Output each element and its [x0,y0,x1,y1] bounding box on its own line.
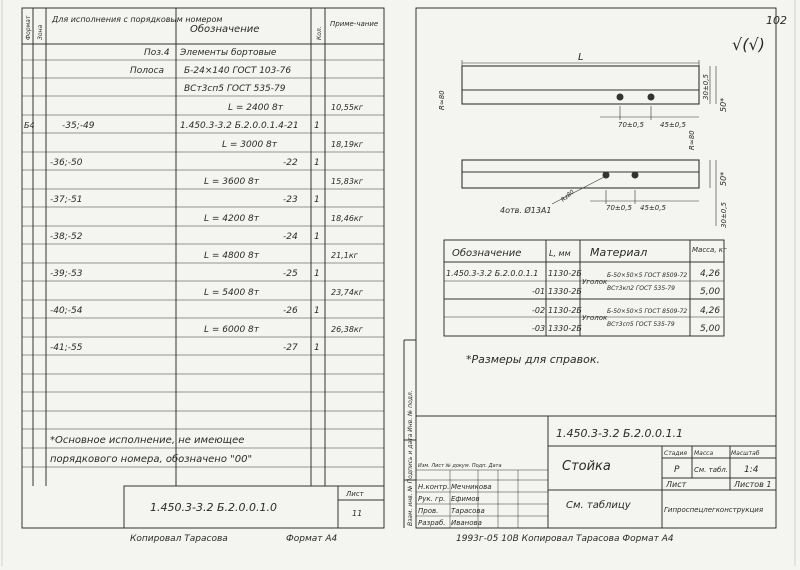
line-code: -24 [283,232,298,242]
line-code: -22 [283,158,298,168]
line-length: L = 4800 8т [204,251,260,261]
left-sheet-label: Лист [346,490,364,498]
table-hdr-material: Материал [590,246,648,259]
reference-note: *Размеры для справок. [466,353,601,366]
table-row-length: 1330-2Б [548,324,582,333]
line-variant: -36;-50 [50,158,83,168]
side-stamp: Взам. инв. № Подпись и дата Инв. № подл. [407,390,414,526]
hdr-format: Формат [25,15,32,40]
line-variant: -38;-52 [50,232,83,242]
strip-spec-2: ВСт3сп5 ГОСТ 535-79 [184,84,286,94]
chamfer-note: Rz80 [559,188,576,204]
row-qty: 1 [314,121,320,131]
line-variant: -41;-55 [50,343,83,353]
table-row-length: 1330-2Б [548,287,582,296]
line-code: -25 [283,269,298,279]
strip-spec-1: Б-24×140 ГОСТ 103-76 [184,66,292,76]
holes-note: 4отв. Ø13А1 [500,206,552,215]
dim-r-mid: R≈80 [688,130,696,150]
dim-L: L [578,52,584,63]
rt-mass: См. табл. [694,466,729,474]
line-mass: 26,38кг [331,325,363,334]
dim-45: 45±0,5 [660,121,686,129]
page-number: 102 [766,14,787,27]
staff-name: Тарасова [451,507,485,515]
strip-label: Полоса [130,66,164,76]
row-variant: -35;-49 [62,121,95,131]
dim-r-top: R≈80 [438,90,446,110]
dim-45b: 45±0,5 [640,204,666,212]
table-hdr-length: L, мм [549,249,571,258]
table-row-mass: 5,00 [700,324,721,334]
line-mass: 21,1кг [331,251,358,260]
line-length: L = 3000 8т [222,140,278,150]
section-pos: Поз.4 [144,48,170,58]
line-code: -26 [283,306,298,316]
material-label-2: Уголок [582,314,608,322]
table-row-designation: -03 [532,324,546,333]
table-row-mass: 4,26 [700,306,721,316]
dim-30b: 30±0,5 [720,202,728,228]
staff-name: Мечникова [451,483,492,491]
left-title-code: 1.450.3-3.2 Б.2.0.0.1.0 [150,501,277,514]
line-variant: -37;-51 [50,195,83,205]
hdr-note: Приме-чание [330,20,379,28]
first-mass: 10,55кг [331,103,363,112]
table-row-length: 1130-2Б [548,269,582,278]
table-row-designation: 1.450.3-3.2 Б.2.0.0.1.1 [446,269,539,278]
row-zone: Б4 [24,121,35,130]
table-hdr-mass: Масса, кг [692,246,727,254]
staff-role: Разраб. [418,519,446,527]
line-qty: 1 [314,158,320,168]
rt-scale: 1:4 [744,465,759,475]
rt-name: Стойка [562,459,611,474]
table-row-mass: 5,00 [700,287,721,297]
footnote-1: *Основное исполнение, не имеющее [50,435,245,446]
left-copied: Копировал Тарасова [130,534,228,544]
line-mass: 15,83кг [331,177,363,186]
dim-30: 30±0,5 [702,74,710,100]
line-qty: 1 [314,269,320,279]
line-length: L = 3600 8т [204,177,260,187]
right-bottom-note: 1993г-05 10В Копировал Тарасова Формат А4 [456,534,674,544]
table-row-designation: -01 [532,287,546,296]
material-2a: Б-50×50×5 ГОСТ 8509-72 [607,308,688,315]
staff-role: Н.контр. [418,483,450,491]
dim-70: 70±0,5 [618,121,644,129]
dim-50: 50* [719,97,728,112]
footnote-2: порядкового номера, обозначено "00" [50,454,253,465]
material-label-1: Уголок [582,278,608,286]
rt-org: Гипроспецлегконструкция [664,506,764,514]
hdr-zone: Зона [37,24,44,40]
material-1a: Б-50×50×5 ГОСТ 8509-72 [607,272,688,279]
staff-role: Пров. [418,507,439,515]
line-length: L = 5400 8т [204,288,260,298]
line-variant: -40;-54 [50,306,83,316]
hdr-qty: Кол. [316,26,323,40]
line-variant: -39;-53 [50,269,83,279]
rt-scale-h: Масштаб [731,450,760,457]
rt-sheet: Лист [666,480,687,489]
right-frame [416,8,776,528]
staff-role: Рук. гр. [418,495,446,503]
row-designation: 1.450.3-3.2 Б.2.0.0.1.4-21 [180,121,299,131]
hdr-variant: Для исполнения с порядковым номером [52,15,223,24]
staff-name: Иванова [451,519,482,527]
line-qty: 1 [314,232,320,242]
table-row-mass: 4,26 [700,269,721,279]
rt-roles-header: Изм. Лист № докум. Подп. Дата [418,463,502,469]
line-qty: 1 [314,343,320,353]
line-qty: 1 [314,306,320,316]
line-mass: 18,19кг [331,140,363,149]
staff-name: Ефимов [451,495,480,503]
roughness-mark: √(√) [732,35,765,54]
table-row-length: 1130-2Б [548,306,582,315]
rt-code: 1.450.3-3.2 Б.2.0.0.1.1 [556,427,683,440]
line-length: L = 4200 8т [204,214,260,224]
rt-stage-h: Стадия [664,450,688,457]
dim-50b: 50* [719,171,728,186]
material-2b: ВСт3сп5 ГОСТ 535-79 [607,321,675,328]
line-code: -27 [283,343,298,353]
hdr-designation: Обозначение [190,24,260,35]
rt-mass-h: Масса [694,450,714,457]
line-qty: 1 [314,195,320,205]
line-length: L = 6000 8т [204,325,260,335]
left-format: Формат А4 [286,534,338,544]
left-sheet-no: 11 [352,509,363,518]
table-row-designation: -02 [532,306,546,315]
first-length: L = 2400 8т [228,103,284,113]
material-1b: ВСт3кп2 ГОСТ 535-79 [607,285,675,292]
rt-sheets: Листов 1 [734,480,772,489]
line-mass: 18,46кг [331,214,363,223]
dim-70b: 70±0,5 [606,204,632,212]
section-title: Элементы бортовые [180,48,277,58]
line-code: -23 [283,195,298,205]
rt-see-table: См. таблицу [566,500,631,511]
table-hdr-designation: Обозначение [452,248,522,259]
line-mass: 23,74кг [331,288,363,297]
rt-stage: Р [674,465,680,475]
